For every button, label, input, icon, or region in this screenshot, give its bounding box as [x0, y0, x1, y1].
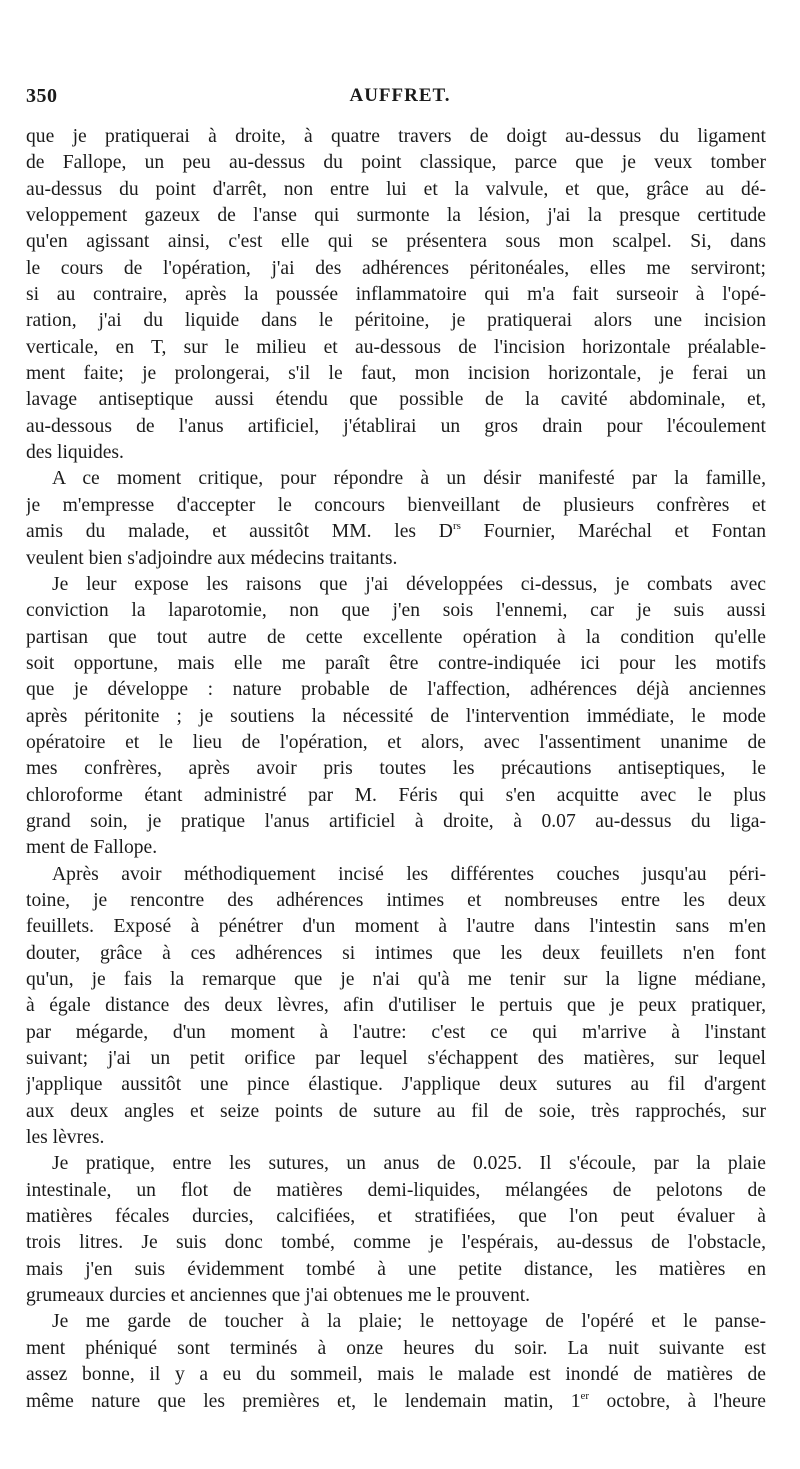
text-line: qu'en agissant ainsi, c'est elle qui se présentera sous mon scalpel. Si, dans [26, 231, 766, 253]
text-line: veloppement gazeux de l'anse qui surmonte la lésion, j'ai la presque certitude [26, 205, 766, 227]
text-line: conviction la laparotomie, non que j'en sois l'ennemi, car je suis aussi [26, 600, 766, 622]
text-line-composite [26, 519, 766, 545]
text-line: au-dessus du point d'arrêt, non entre lui et la valvule, et que, grâce au dé- [26, 178, 766, 200]
text-line: suivant; j'ai un petit orifice par lequel s'échappent des matières, sur lequel [26, 1048, 766, 1070]
text-line: si au contraire, après la poussée inflammatoire qui m'a fait surseoir à l'opé- [26, 284, 766, 306]
text-line: grumeaux durcies et anciennes que j'ai obtenues me le prouvent. [26, 1285, 531, 1307]
superscript: rs [452, 520, 461, 533]
text-line: verticale, en T, sur le milieu et au-dessous de l'incision horizontale préalable- [26, 336, 766, 358]
text-line: grand soin, je pratique l'anus artificiel à droite, à 0.07 au-dessus du liga- [26, 810, 766, 832]
text-line: soit opportune, mais elle me paraît être contre-indiquée ici pour les motifs [26, 652, 766, 674]
text-line: que je pratiquerai à droite, à quatre travers de doigt au-dessus du ligament [26, 126, 766, 147]
text-line: mais j'en suis évidemment tombé à une petite distance, les matières en [26, 1258, 766, 1280]
text-line: à égale distance des deux lèvres, afin d'utiliser le pertuis que je peux pratiquer, [26, 995, 766, 1017]
text-line: feuillets. Exposé à pénétrer d'un moment à l'autre dans l'intestin sans m'en [26, 916, 766, 938]
text-line: A ce moment critique, pour répondre à un désir manifesté par la famille, [52, 468, 766, 490]
text-line: Je pratique, entre les sutures, un anus de 0.025. Il s'écoule, par la plaie [52, 1153, 766, 1175]
text-line: lavage antiseptique aussi étendu que possible de la cavité abdominale, et, [26, 389, 766, 411]
text-line: les lèvres. [26, 1127, 105, 1149]
text-line: des liquides. [26, 442, 124, 464]
text-line: de Fallope, un peu au-dessus du point classique, parce que je veux tomber [26, 152, 766, 174]
text-line: par mégarde, d'un moment à l'autre: c'est ce qui m'arrive à l'instant [26, 1021, 766, 1043]
text-line-composite [26, 1389, 766, 1415]
superscript: er [580, 1389, 590, 1402]
text-segment: octobre, à l'heure [589, 1390, 766, 1412]
text-line: trois litres. Je suis donc tombé, comme je l'espérais, au-dessus de l'obstacle, [26, 1232, 766, 1254]
text-line: mes confrères, après avoir pris toutes les précautions antiseptiques, le [26, 758, 766, 780]
text-line: Après avoir méthodiquement incisé les différentes couches jusqu'au péri- [52, 863, 766, 885]
page-number: 350 [26, 85, 58, 107]
text-line: ment faite; je prolongerai, s'il le faut, mon incision horizontale, je ferai un [26, 363, 766, 385]
text-line: j'applique aussitôt une pince élastique. J'applique deux sutures au fil d'argent [26, 1074, 766, 1096]
text-segment: même nature que les premières et, le lendemain matin, 1 [26, 1390, 581, 1412]
text-line: opératoire et le lieu de l'opération, et alors, avec l'assentiment unanime de [26, 731, 766, 753]
text-segment: Fournier, Maréchal et Fontan [460, 521, 766, 543]
text-line: Je leur expose les raisons que j'ai développées ci-dessus, je combats avec [52, 573, 766, 595]
text-line: au-dessous de l'anus artificiel, j'établirai un gros drain pour l'écoulement [26, 415, 766, 437]
text-line: que je développe : nature probable de l'affection, adhérences déjà anciennes [26, 679, 766, 701]
text-line: partisan que tout autre de cette excellente opération à la condition qu'elle [26, 626, 766, 648]
text-line: aux deux angles et seize points de suture au fil de soie, très rapprochés, sur [26, 1100, 766, 1122]
text-line: Je me garde de toucher à la plaie; le nettoyage de l'opéré et le panse- [52, 1311, 766, 1333]
text-line: après péritonite ; je soutiens la nécessité de l'intervention immédiate, le mode [26, 705, 766, 727]
text-segment: amis du malade, et aussitôt MM. les D [26, 521, 453, 543]
text-line: chloroforme étant administré par M. Féris qui s'en acquitte avec le plus [26, 784, 766, 806]
text-line: veulent bien s'adjoindre aux médecins traitants. [26, 547, 398, 569]
body-text [26, 124, 766, 1415]
text-line: qu'un, je fais la remarque que je n'ai qu'à me tenir sur la ligne médiane, [26, 969, 766, 990]
text-line: toine, je rencontre des adhérences intimes et nombreuses entre les deux [26, 889, 766, 911]
text-line: je m'empresse d'accepter le concours bienveillant de plusieurs confrères et [26, 494, 766, 516]
text-line: intestinale, un flot de matières demi-liquides, mélangées de pelotons de [26, 1179, 766, 1201]
text-line: ration, j'ai du liquide dans le péritoine, je pratiquerai alors une incision [26, 310, 766, 332]
text-line: douter, grâce à ces adhérences si intimes que les deux feuillets n'en font [26, 942, 766, 964]
text-line: assez bonne, il y a eu du sommeil, mais le malade est inondé de matières de [26, 1364, 766, 1386]
text-line: matières fécales durcies, calcifiées, et stratifiées, que l'on peut évaluer à [26, 1206, 766, 1228]
running-head: AUFFRET. [349, 85, 451, 106]
text-line: ment de Fallope. [26, 837, 158, 859]
text-line: ment phéniqué sont terminés à onze heures du soir. La nuit suivante est [26, 1337, 766, 1359]
text-line: le cours de l'opération, j'ai des adhérences péritonéales, elles me serviront; [26, 257, 766, 279]
